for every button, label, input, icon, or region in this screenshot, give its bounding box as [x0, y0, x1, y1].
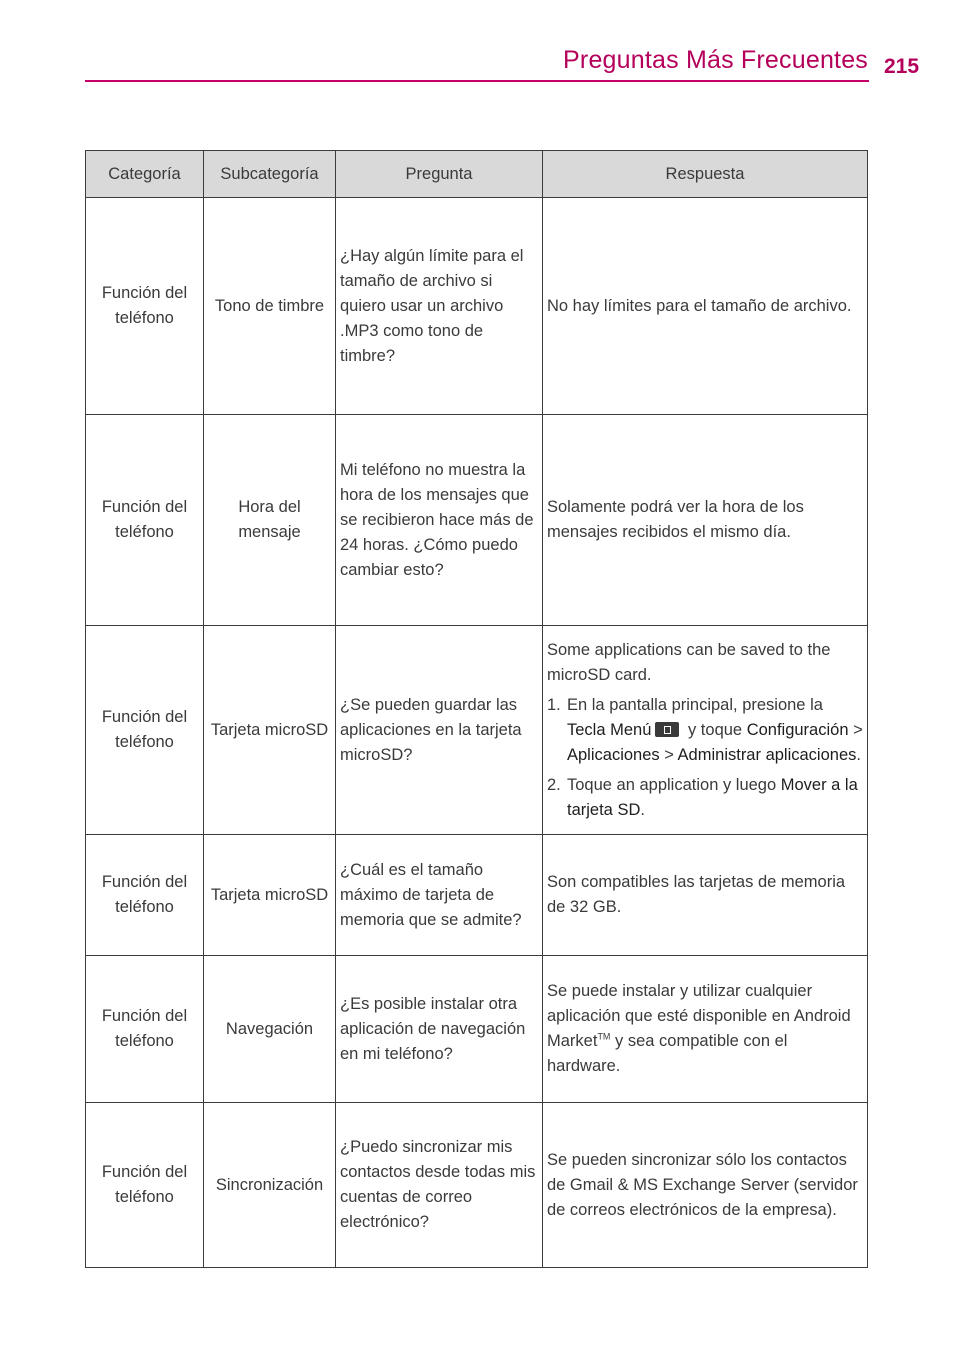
- answer-cell: [543, 626, 868, 835]
- answer-text: Se puede instalar y utilizar cualquier aplicación que esté disponible en Android Market: [547, 982, 851, 1050]
- menu-key-icon: [655, 722, 679, 737]
- answer-cell: [543, 956, 868, 1103]
- faq-table: [85, 150, 868, 1268]
- settings-label: Configuración: [746, 720, 849, 739]
- column-header-subcategory: Subcategoría: [204, 151, 336, 198]
- applications-label: Aplicaciones: [567, 745, 660, 764]
- step-text: .: [640, 800, 645, 819]
- trademark-mark: TM: [597, 1031, 611, 1042]
- answer-steps-list: [547, 693, 863, 823]
- question-cell: ¿Es posible instalar otra aplicación de navegación en mi teléfono?: [336, 956, 543, 1103]
- category-cell: Función del teléfono: [86, 956, 204, 1103]
- separator: >: [659, 745, 678, 764]
- subcategory-cell: Tono de timbre: [204, 198, 336, 415]
- step-number: 1.: [547, 695, 561, 714]
- question-cell: ¿Puedo sincronizar mis contactos desde todas mis cuentas de correo electrónico?: [336, 1103, 543, 1268]
- question-cell: ¿Hay algún límite para el tamaño de archivo si quiero usar un archivo .MP3 como tono de timbre?: [336, 198, 543, 415]
- answer-cell: Solamente podrá ver la hora de los mensajes recibidos el mismo día.: [543, 415, 868, 626]
- list-item: [547, 773, 863, 823]
- table-row: [86, 626, 868, 835]
- step-text: En la pantalla principal, presione la: [567, 695, 823, 714]
- table-row: [86, 415, 868, 626]
- column-header-answer: Respuesta: [543, 151, 868, 198]
- table-row: [86, 835, 868, 956]
- move-to-sd-label: Mover a la tarjeta SD: [567, 775, 858, 819]
- answer-intro: Some applications can be saved to the microSD card.: [547, 640, 831, 684]
- step-text: y toque: [683, 720, 747, 739]
- answer-cell: No hay límites para el tamaño de archivo.: [543, 198, 868, 415]
- category-cell: Función del teléfono: [86, 626, 204, 835]
- subcategory-cell: Hora del mensaje: [204, 415, 336, 626]
- subcategory-cell: Tarjeta microSD: [204, 626, 336, 835]
- subcategory-cell: Tarjeta microSD: [204, 835, 336, 956]
- table-row: [86, 198, 868, 415]
- manage-applications-label: Administrar aplicaciones: [677, 745, 857, 764]
- header-divider: [85, 80, 869, 82]
- subcategory-cell: Navegación: [204, 956, 336, 1103]
- category-cell: Función del teléfono: [86, 1103, 204, 1268]
- menu-key-label: Tecla Menú: [567, 720, 652, 739]
- column-header-question: Pregunta: [336, 151, 543, 198]
- page-number: 215: [884, 55, 920, 78]
- category-cell: Función del teléfono: [86, 198, 204, 415]
- answer-text: y sea compatible con el hardware.: [547, 1032, 788, 1075]
- table-header-row: [86, 151, 868, 198]
- answer-cell: Son compatibles las tarjetas de memoria de 32 GB.: [543, 835, 868, 956]
- subcategory-cell: Sincronización: [204, 1103, 336, 1268]
- step-text: Toque an application y luego: [567, 775, 781, 794]
- table-row: [86, 1103, 868, 1268]
- category-cell: Función del teléfono: [86, 835, 204, 956]
- category-cell: Función del teléfono: [86, 415, 204, 626]
- question-cell: Mi teléfono no muestra la hora de los mensajes que se recibieron hace más de 24 horas. ¿Cómo puedo cambiar esto?: [336, 415, 543, 626]
- step-number: 2.: [547, 775, 561, 794]
- answer-cell: Se pueden sincronizar sólo los contactos de Gmail & MS Exchange Server (servidor de correos electrónicos de la empresa).: [543, 1103, 868, 1268]
- page-title: Preguntas Más Frecuentes: [563, 46, 868, 74]
- separator: >: [848, 720, 863, 739]
- list-item: [547, 693, 863, 768]
- table-row: [86, 956, 868, 1103]
- question-cell: ¿Cuál es el tamaño máximo de tarjeta de memoria que se admite?: [336, 835, 543, 956]
- question-cell: ¿Se pueden guardar las aplicaciones en la tarjeta microSD?: [336, 626, 543, 835]
- column-header-category: Categoría: [86, 151, 204, 198]
- step-text: .: [856, 745, 861, 764]
